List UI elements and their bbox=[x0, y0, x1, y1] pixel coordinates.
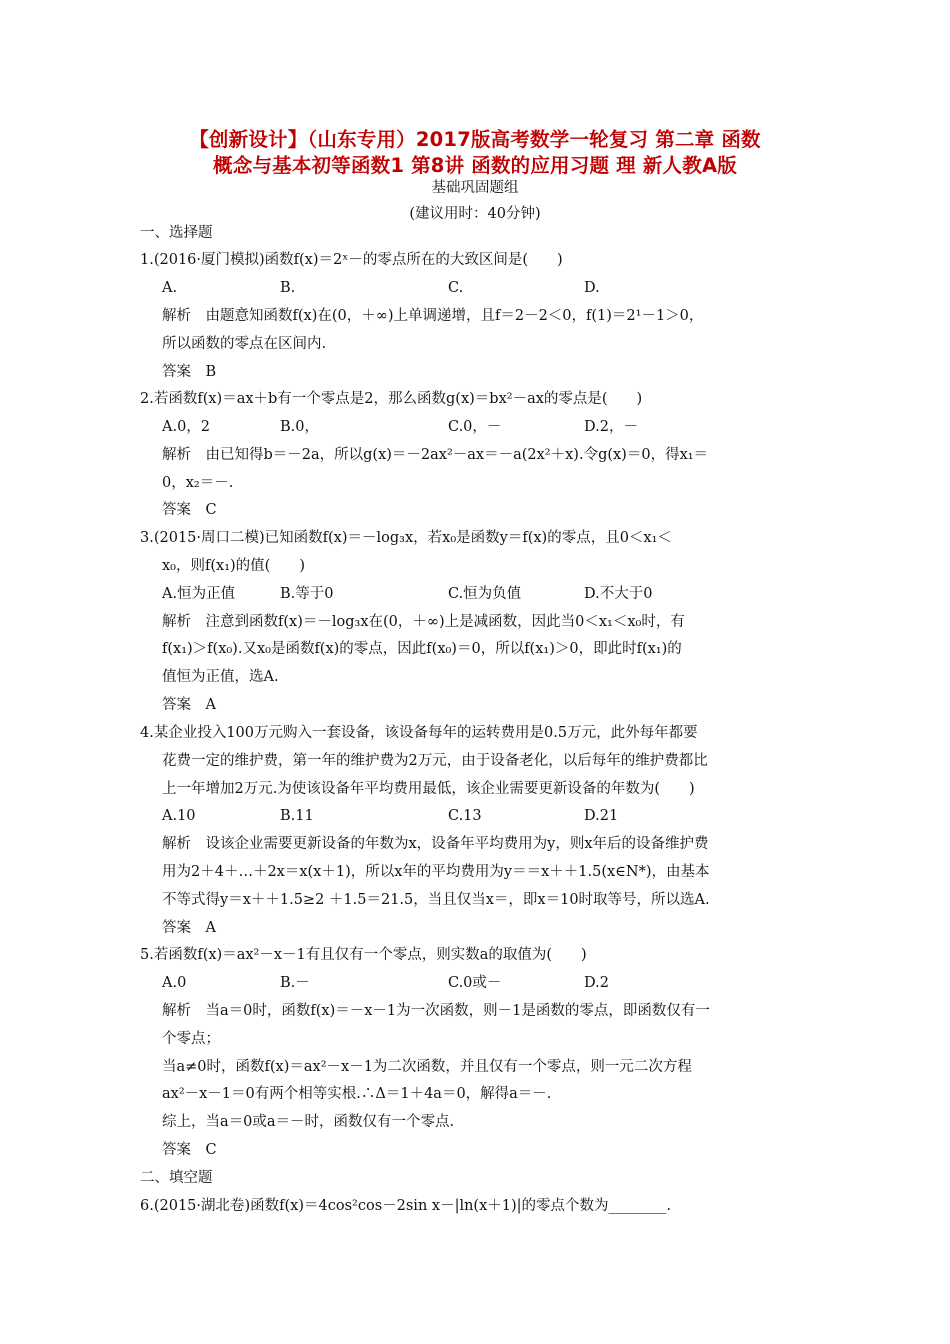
question-2-option-c: C.0，－ bbox=[448, 419, 502, 435]
question-2-option-b: B.0， bbox=[280, 419, 319, 435]
question-1-analysis-line-1: 解析 由题意知函数f(x)在(0，＋∞)上单调递增，且f＝2－2＜0，f(1)＝2¹－1＞0， bbox=[162, 308, 704, 324]
document-title-line-2: 概念与基本初等函数1 第8讲 函数的应用习题 理 新人教A版 bbox=[213, 154, 737, 177]
question-5-stem: 5.若函数f(x)＝ax²－x－1有且仅有一个零点，则实数a的取值为( ) bbox=[140, 947, 587, 963]
question-2-option-d: D.2，－ bbox=[584, 419, 638, 435]
question-4-option-d: D.21 bbox=[584, 808, 619, 824]
question-1-option-c: C. bbox=[448, 280, 464, 296]
question-3-analysis-line-1: 解析 注意到函数f(x)＝－log₃x在(0，＋∞)上是减函数，因此当0＜x₁＜x₀时，有 bbox=[162, 614, 685, 630]
question-2-answer: 答案 C bbox=[162, 502, 217, 518]
question-2-analysis-line-1: 解析 由已知得b＝－2a，所以g(x)＝－2ax²－ax＝－a(2x²＋x).令g(x)＝0，得x₁＝ bbox=[162, 447, 709, 463]
question-5-analysis-line-2: 个零点； bbox=[162, 1031, 220, 1047]
question-1-answer: 答案 B bbox=[162, 364, 217, 380]
question-4-analysis-line-1: 解析 设该企业需要更新设备的年数为x，设备年平均费用为y，则x年后的设备维护费 bbox=[162, 836, 709, 852]
question-5-option-b: B.－ bbox=[280, 975, 310, 991]
question-3-stem-line-1: 3.(2015·周口二模)已知函数f(x)＝－log₃x，若x₀是函数y＝f(x)的零点，且0＜x₁＜ bbox=[140, 530, 672, 546]
question-3-answer: 答案 A bbox=[162, 697, 216, 713]
question-5-answer: 答案 C bbox=[162, 1142, 217, 1158]
question-4-stem-line-1: 4.某企业投入100万元购入一套设备，该设备每年的运转费用是0.5万元，此外每年都要 bbox=[140, 725, 698, 741]
question-5-analysis-line-1: 解析 当a＝0时，函数f(x)＝－x－1为一次函数，则－1是函数的零点，即函数仅有一 bbox=[162, 1003, 710, 1019]
question-3-analysis-line-2: f(x₁)＞f(x₀).又x₀是函数f(x)的零点，因此f(x₀)＝0，所以f(x₁)＞0，即此时f(x₁)的 bbox=[162, 641, 682, 657]
question-3-option-c: C.恒为负值 bbox=[448, 586, 522, 602]
question-1-option-a: A. bbox=[162, 280, 178, 296]
question-2-option-a: A.0，2 bbox=[162, 419, 211, 435]
question-1-analysis-line-2: 所以函数的零点在区间内. bbox=[162, 336, 327, 352]
question-3-option-a: A.恒为正值 bbox=[162, 586, 236, 602]
question-3-stem-line-2: x₀，则f(x₁)的值( ) bbox=[162, 558, 305, 574]
question-4-option-b: B.11 bbox=[280, 808, 314, 824]
section-heading-fill: 二、填空题 bbox=[140, 1170, 213, 1186]
question-5-option-a: A.0 bbox=[162, 975, 187, 991]
question-3-analysis-line-3: 值恒为正值，选A. bbox=[162, 669, 279, 685]
group-heading: 基础巩固题组 bbox=[431, 180, 519, 196]
question-5-analysis-line-4: ax²－x－1＝0有两个相等实根.∴Δ＝1＋4a＝0，解得a＝－. bbox=[162, 1086, 552, 1102]
question-1-option-d: D. bbox=[584, 280, 600, 296]
question-2-analysis-line-2: 0，x₂＝－. bbox=[162, 475, 234, 491]
question-4-stem-line-2: 花费一定的维护费，第一年的维护费为2万元，由于设备老化，以后每年的维护费都比 bbox=[162, 753, 708, 769]
question-1-option-b: B. bbox=[280, 280, 296, 296]
question-1-stem: 1.(2016·厦门模拟)函数f(x)＝2ˣ－的零点所在的大致区间是( ) bbox=[140, 252, 563, 268]
question-5-option-d: D.2 bbox=[584, 975, 609, 991]
question-4-option-a: A.10 bbox=[162, 808, 196, 824]
question-4-answer: 答案 A bbox=[162, 920, 216, 936]
question-5-analysis-line-5: 综上，当a＝0或a＝－时，函数仅有一个零点. bbox=[162, 1114, 455, 1130]
question-5-option-c: C.0或－ bbox=[448, 975, 502, 991]
question-4-analysis-line-3: 不等式得y＝x＋＋1.5≥2 ＋1.5＝21.5，当且仅当x＝，即x＝10时取等号，所以选A. bbox=[162, 892, 710, 908]
question-4-stem-line-3: 上一年增加2万元.为使该设备年平均费用最低，该企业需要更新设备的年数为( ) bbox=[162, 781, 695, 797]
question-2-stem: 2.若函数f(x)＝ax＋b有一个零点是2，那么函数g(x)＝bx²－ax的零点是( ) bbox=[140, 391, 643, 407]
question-5-analysis-line-3: 当a≠0时，函数f(x)＝ax²－x－1为二次函数，并且仅有一个零点，则一元二次方程 bbox=[162, 1059, 692, 1075]
question-6-stem: 6.(2015·湖北卷)函数f(x)＝4cos²cos－2sin x－|ln(x＋1)|的零点个数为________. bbox=[140, 1198, 672, 1214]
question-4-option-c: C.13 bbox=[448, 808, 482, 824]
document-title-line-1: 【创新设计】（山东专用）2017版高考数学一轮复习 第二章 函数 bbox=[189, 128, 761, 151]
question-3-option-b: B.等于0 bbox=[280, 586, 334, 602]
question-3-option-d: D.不大于0 bbox=[584, 586, 653, 602]
section-heading-choice: 一、选择题 bbox=[140, 225, 213, 241]
question-4-analysis-line-2: 用为2＋4＋…＋2x＝x(x＋1)，所以x年的平均费用为y＝＝x＋＋1.5(x∈N*)，由基本 bbox=[162, 864, 710, 880]
time-hint: (建议用时：40分钟) bbox=[409, 206, 541, 222]
